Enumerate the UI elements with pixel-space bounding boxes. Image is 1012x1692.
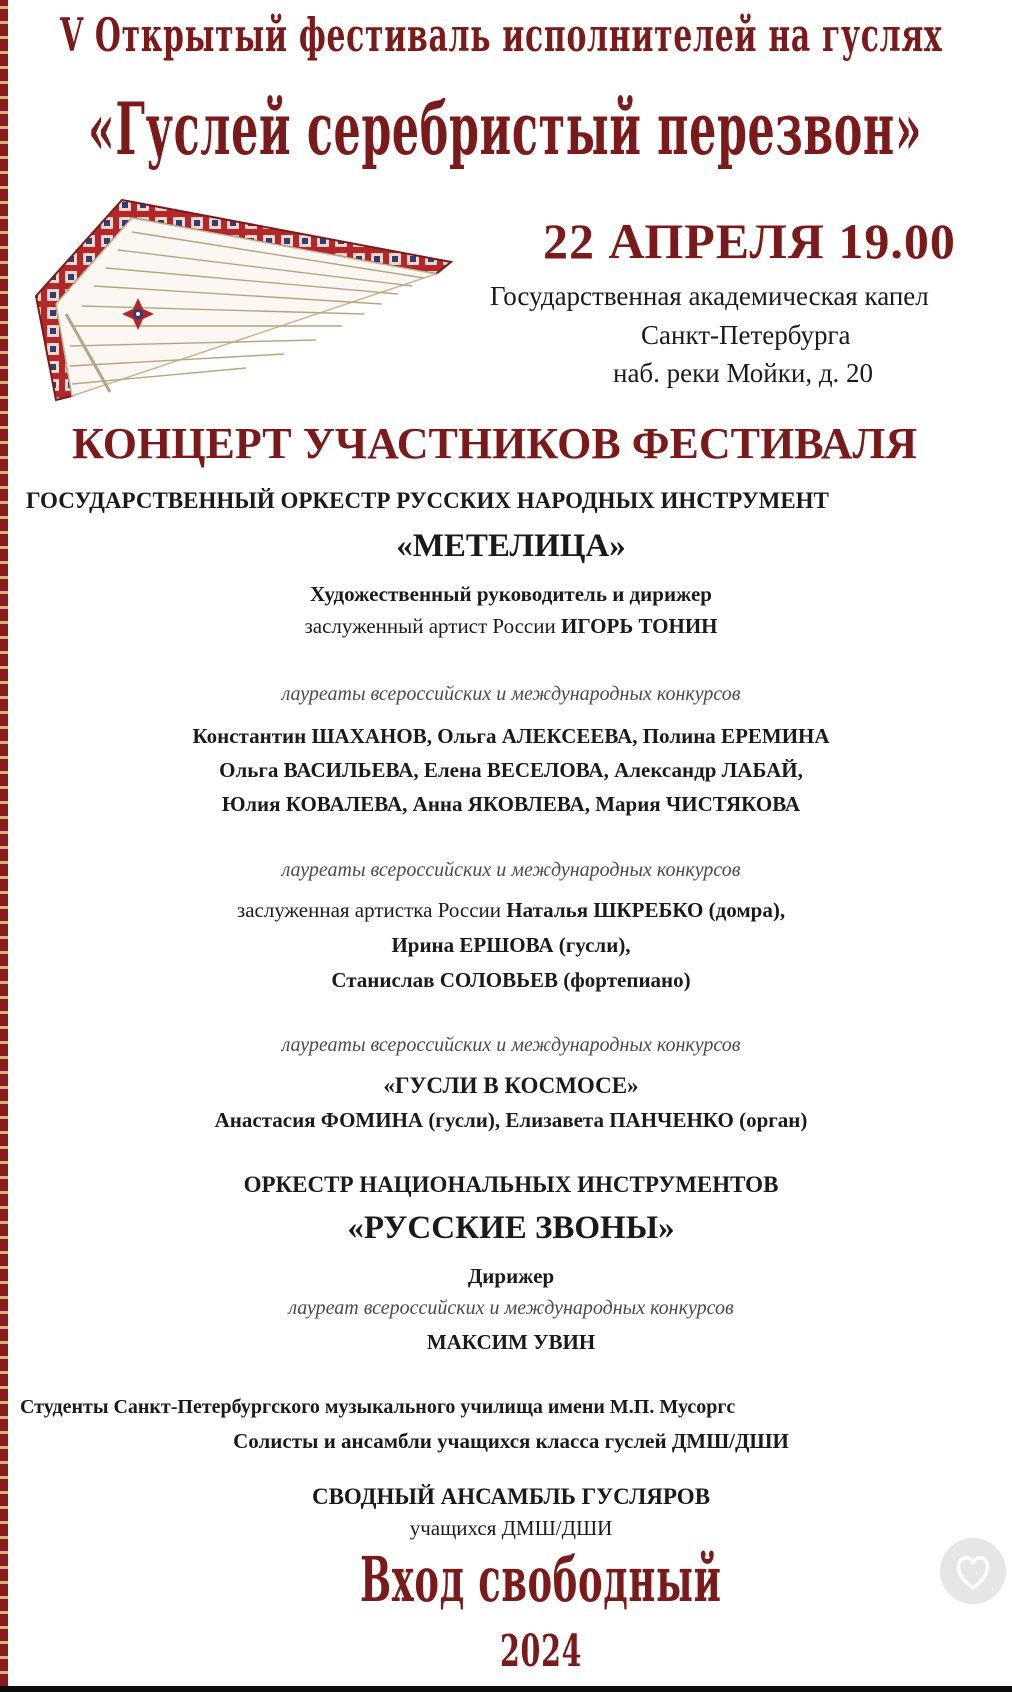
heart-icon[interactable] xyxy=(940,1538,1006,1604)
conductor-role: Дирижер xyxy=(467,1264,555,1288)
bottom-edge xyxy=(0,1686,1012,1692)
laureates-label-3: лауреаты всероссийских и международных конкурсов xyxy=(281,1034,741,1056)
free-entry: Вход свободный xyxy=(360,1543,722,1616)
venue-name: Государственная академическая капел xyxy=(490,281,929,311)
artistic-director-role: Художественный руководитель и дирижер xyxy=(309,582,712,606)
orchestra-national-line: ОРКЕСТР НАЦИОНАЛЬНЫХ ИНСТРУМЕНТОВ xyxy=(243,1172,779,1197)
combined-ensemble-sub: учащихся ДМШ/ДШИ xyxy=(409,1516,613,1540)
orchestra-russkie-zvony-name: «РУССКИЕ ЗВОНЫ» xyxy=(347,1210,675,1246)
soloists-line-3: Юлия КОВАЛЕВА, Анна ЯКОВЛЕВА, Мария ЧИСТЯКОВА xyxy=(221,792,801,816)
orchestra-metelitsa-name: «МЕТЕЛИЦА» xyxy=(396,528,626,564)
conductor-uvin: МАКСИМ УВИН xyxy=(426,1330,596,1354)
soloists-line-2: Ольга ВАСИЛЬЕВА, Елена ВЕСЕЛОВА, Александр ЛАБАЙ, xyxy=(219,758,803,782)
event-date-time: 22 АПРЕЛЯ 19.00 xyxy=(543,213,956,269)
conductor-name: ИГОРЬ ТОНИН xyxy=(560,614,718,638)
students-line: Студенты Санкт-Петербургского музыкального училища имени М.П. Мусоргс xyxy=(20,1396,736,1418)
combined-ensemble-name: СВОДНЫЙ АНСАМБЛЬ ГУСЛЯРОВ xyxy=(311,1484,711,1509)
laureates-label-1: лауреаты всероссийских и международных конкурсов xyxy=(281,683,741,705)
concert-heading: КОНЦЕРТ УЧАСТНИКОВ ФЕСТИВАЛЯ xyxy=(72,419,918,468)
gusli-illustration xyxy=(26,196,466,416)
soloists-ensembles-line: Солисты и ансамбли учащихся класса гуслей ДМШ/ДШИ xyxy=(233,1429,789,1453)
duo-members: Анастасия ФОМИНА (гусли), Елизавета ПАНЧЕНКО (орган) xyxy=(214,1108,808,1132)
festival-title: «Гуслей серебристый перезвон» xyxy=(88,86,923,171)
soloist-solovyev: Станислав СОЛОВЬЕВ (фортепиано) xyxy=(331,968,691,992)
soloists-line-1: Константин ШАХАНОВ, Ольга АЛЕКСЕЕВА, Полина ЕРЕМИНА xyxy=(192,724,830,748)
orchestra-metelitsa-line: ГОСУДАРСТВЕННЫЙ ОРКЕСТР РУССКИХ НАРОДНЫХ ИНСТРУМЕНТ xyxy=(26,488,829,513)
soloist-shkrebko xyxy=(10,898,1012,923)
venue-address: наб. реки Мойки, д. 20 xyxy=(613,358,874,388)
laureates-label-2: лауреаты всероссийских и международных конкурсов xyxy=(281,859,741,881)
honored-artist-title: заслуженная артистка России xyxy=(236,898,502,922)
conductor-title: заслуженный артист России xyxy=(304,614,556,638)
ornament-border xyxy=(0,0,8,1692)
soloist-shkrebko-name: Наталья ШКРЕБКО (домра), xyxy=(506,898,786,922)
venue-city: Санкт-Петербурга xyxy=(641,320,851,350)
year: 2024 xyxy=(500,1626,583,1677)
soloist-ershova: Ирина ЕРШОВА (гусли), xyxy=(391,933,631,957)
duo-gusli-v-kosmose: «ГУСЛИ В КОСМОСЕ» xyxy=(383,1073,639,1098)
conductor-metelitsa xyxy=(10,614,1012,639)
conductor-laureate: лауреат всероссийских и международных конкурсов xyxy=(288,1297,734,1319)
festival-subtitle: V Открытый фестиваль исполнителей на гуслях xyxy=(60,8,943,62)
